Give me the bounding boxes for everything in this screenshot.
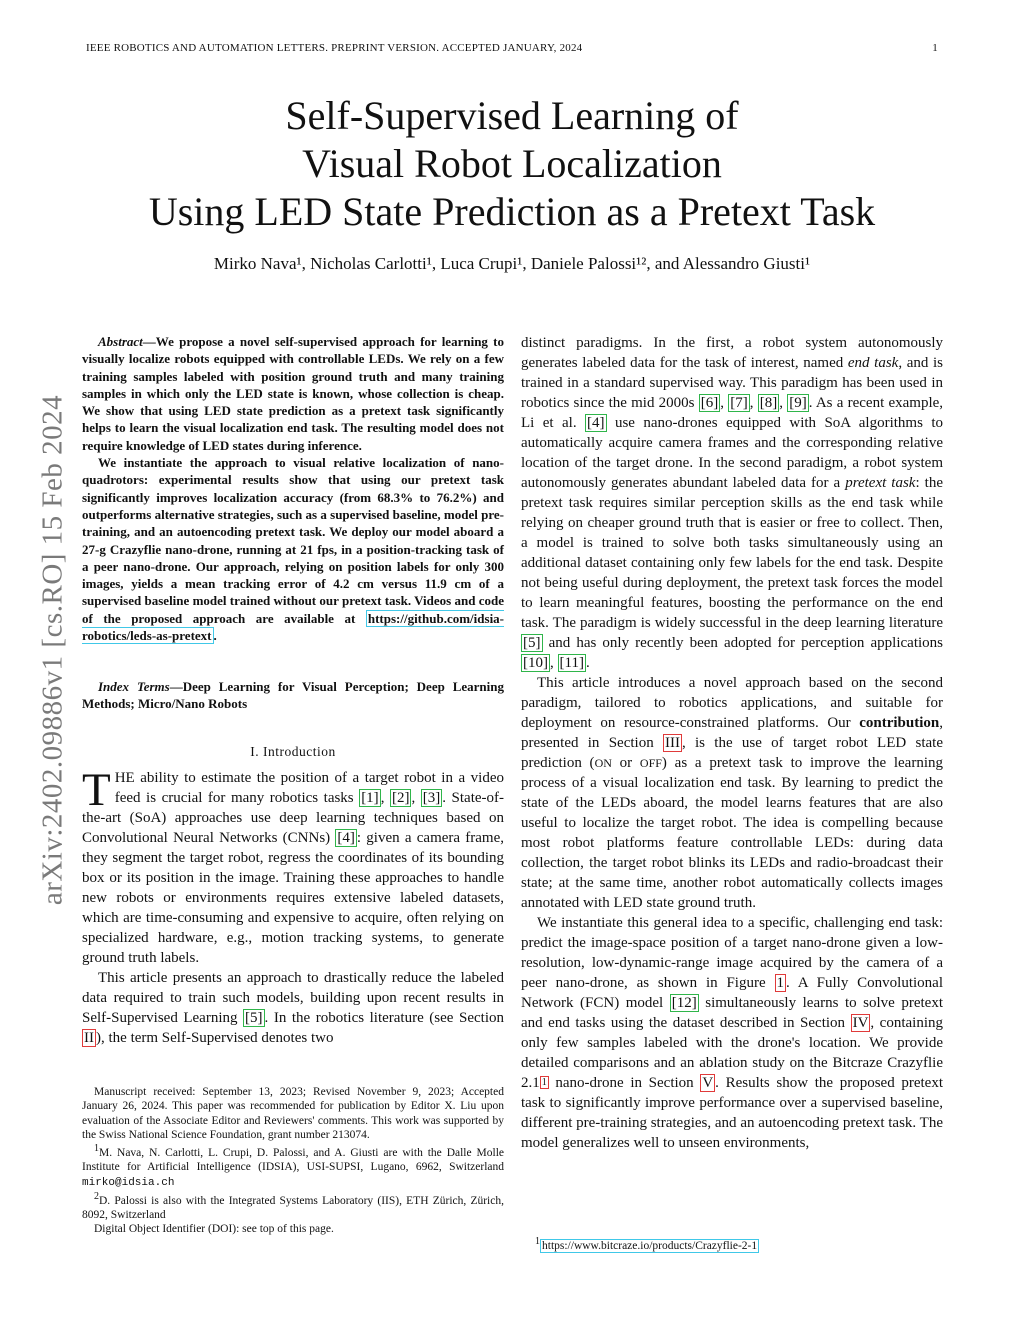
note-affiliation-2 [82, 1190, 504, 1222]
title-line-1: Self-Supervised Learning of [285, 93, 739, 138]
paper-title [0, 92, 1024, 236]
note-manuscript: Manuscript received: September 13, 2023; Revised November 9, 2023; Accepted January 26, 2024. This paper was recommended for publication by Editor X. Liu upon evaluation of the Associate Editor and Reviewers' comments. This work was supported by the Swiss National Science Foundation, grant number 213074. [82, 1086, 504, 1141]
body-text: distinct paradigms. In the first, a robot system autonomously generates labeled data for the task of interest, named [521, 335, 943, 371]
body-text: nano-drone in Section [548, 1075, 701, 1091]
footnote [535, 1236, 759, 1252]
index-terms-text: —Deep Learning for Visual Perception; Deep Learning Methods; Micro/Nano Robots [82, 679, 504, 712]
citation-link[interactable]: [8] [759, 395, 778, 411]
emphasis: end task [847, 355, 899, 371]
intro-text: . State-of-the-art (SoA) approaches use deep learning techniques based on Convolutional Neural Networks (CNNs) [82, 790, 505, 846]
body-text: or [611, 755, 640, 771]
body-text: use nano-drones equipped with SoA algorithms to automatically acquire camera frames and the corresponding relative location of the target drone. In the second paradigm, a robot system autonomously generates abundant labeled data for a [521, 415, 944, 491]
body-text: , containing only few samples labeled with the drone's location. We provide detailed comparisons and an ablation study on the Bitcraze Crazyflie 2.1 [521, 1015, 943, 1091]
citation-link[interactable]: [10] [523, 655, 548, 671]
manuscript-notes [82, 1085, 504, 1237]
citation-link[interactable]: [5] [245, 1010, 263, 1026]
citation-link[interactable]: [1] [361, 790, 379, 806]
note-text: D. Palossi is also with the Integrated Systems Laboratory (IIS), ETH Zürich, Zürich, 8092, Switzerland [82, 1194, 504, 1222]
abstract-text-1: —We propose a novel self-supervised approach for learning to visually localize robots equipped with controllable LEDs. We rely on a few training samples labeled with position ground truth and many training samples in which only the LED state is known, whose collection is cheap. We show that using LED state prediction as a pretext task significantly helps to learn the visual localization end task. The resulting model does not require knowledge of LED states during inference. [82, 334, 504, 453]
body-text: . A Fully Convolutional Network (FCN) model [521, 975, 943, 1011]
title-line-2: Visual Robot Localization [302, 141, 722, 186]
figure-link[interactable]: 1 [776, 975, 784, 991]
email: mirko@idsia.ch [82, 1176, 175, 1189]
body-text: . As a recent example, Li et al. [521, 395, 944, 431]
citation-link[interactable]: [3] [422, 790, 441, 806]
arxiv-stamp [36, 355, 70, 945]
bold-text: contribution [859, 715, 940, 731]
note-affiliation-1 [82, 1142, 504, 1190]
introduction-body [82, 764, 505, 1048]
body-text: ) as a pretext task to improve the learning process of a visual localization end task. By learning to predict the state of the LEDs aboard, the model learns features that are also useful to localize the target robot. The idea is compelling because most robot platforms feature controllable LEDs: during data collection, the target robot blinks its LEDs and radio-broadcast their state; at the same time, another robot automatically collects images annotated with LED state ground truth. [521, 755, 943, 911]
intro-paragraph-1 [82, 764, 505, 968]
citation-link[interactable]: [7] [730, 395, 748, 411]
page-number: 1 [932, 42, 938, 54]
sep: , [380, 790, 390, 806]
abstract-paragraph-2 [82, 454, 504, 644]
right-column-body [521, 333, 943, 1153]
citation-link[interactable]: [12] [671, 995, 697, 1011]
citation-link[interactable]: [6] [700, 395, 719, 411]
footnote-url-link[interactable]: https://www.bitcraze.io/products/Crazyflie-2-1 [542, 1239, 758, 1252]
section-heading-introduction: I. Introduction [250, 744, 336, 759]
abstract [82, 333, 504, 644]
right-paragraph-1: distinct paradigms. In the first, a robot system autonomously generates labeled data for the task of interest, named end task, and is trained in a standard supervised way. This paradigm has been used in robotics since the mid 2000s [6] , [7] , [8] , [9] . As a recent example, Li et al. [4] use nano-drones equipped with SoA algorithms to automatically acquire camera frames and the corresponding relative location of the target drone. In the second paradigm, a robot system autonomously generates abundant labeled data for a pretext task: the pretext task requires similar perception skills as the end task while relying on cheaper ground truth that is easier or free to collect. Then, a model is trained to solve both tasks simultaneously using an additional dataset containing only few labels for the end task. Despite not being useful during deployment, the pretext task forces the model to learn meaningful features, boosting the performance on the end task. The paradigm is widely successful in the deep learning literature [5] and has only recently been adopted for perception applications [10] , [11] . [521, 335, 944, 671]
citation-link[interactable]: [9] [789, 395, 807, 411]
affil-marker: 2 [94, 1190, 99, 1202]
body-text: and has only recently been adopted for perception applications [542, 635, 943, 651]
code-link[interactable]: https://github.com/idsia-robotics/leds-as-pretext [82, 610, 505, 644]
intro-text: ), the term Self-Supervised denotes two [96, 1030, 334, 1046]
note-text: M. Nava, N. Carlotti, L. Crupi, D. Palossi, and A. Giusti are with the Dalle Molle Institute for Artificial Intelligence (IDSIA), USI-SUPSI, Lugano, 6962, Switzerland [82, 1147, 504, 1174]
intro-paragraph-2 [82, 968, 504, 1048]
intro-text: . In the robotics literature (see Section [264, 1010, 504, 1026]
journal-header: IEEE ROBOTICS AND AUTOMATION LETTERS. PREPRINT VERSION. ACCEPTED JANUARY, 2024 [86, 42, 583, 54]
intro-text: : given a camera frame, they segment the target robot, regress the coordinates of its bounding box or its position in the image. Training these approaches to handle new robots or environments requires extensive labeled datasets, which are time-consuming and expensive to acquire, often relying on specialized hardware, e.g., motion tracking systems, to generate ground truth labels. [82, 830, 505, 966]
sep: , [411, 790, 421, 806]
note-doi: Digital Object Identifier (DOI): see top of this page. [94, 1223, 334, 1236]
body-text: , presented in Section [521, 715, 943, 751]
abstract-end: . [213, 628, 217, 644]
small-caps: OFF [639, 756, 662, 770]
abstract-label: Abstract [98, 334, 143, 349]
footnote-link[interactable]: 1 [541, 1077, 547, 1088]
body-text: , and is trained in a standard supervised way. This paradigm has been used in robotics since the mid 2000s [521, 355, 944, 411]
right-paragraph-3 [521, 913, 943, 1153]
title-line-3: Using LED State Prediction as a Pretext Task [148, 189, 876, 234]
small-caps: ON [594, 756, 612, 770]
section-link[interactable]: II [84, 1030, 94, 1046]
body-text: This article introduces a novel approach based on the second paradigm, tailored to robotics applications, and suitable for deployment on resource-constrained platforms. Our [521, 675, 943, 731]
intro-text: HE ability to estimate the position of a target robot in a video feed is crucial for many robotics tasks [114, 770, 504, 806]
section-link[interactable]: III [664, 735, 680, 751]
intro-text: This article presents an approach to drastically reduce the labeled data required to train such models, building upon recent results in Self-Supervised Learning [82, 970, 504, 1026]
emphasis: pretext task [845, 475, 916, 491]
abstract-paragraph-1 [82, 333, 504, 454]
citation-link[interactable]: [4] [337, 830, 355, 846]
right-paragraph-2 [521, 673, 943, 913]
section-link[interactable]: V [702, 1075, 714, 1091]
body-text: simultaneously learns to solve pretext and end tasks using the dataset described in Section [521, 995, 943, 1031]
citation-link[interactable]: [2] [391, 790, 410, 806]
arxiv-stamp-text: arXiv:2402.09886v1 [cs.RO] 15 Feb 2024 [36, 394, 69, 906]
affil-marker: 1 [94, 1143, 99, 1155]
dropcap: T [82, 764, 111, 816]
author-list: Mirko Nava¹, Nicholas Carlotti¹, Luca Crupi¹, Daniele Palossi¹², and Alessandro Giusti¹ [213, 254, 811, 273]
citation-link[interactable]: [11] [559, 655, 584, 671]
abstract-text-2: We instantiate the approach to visual relative localization of nano-quadrotors: experimental results show that using our pretext task significantly improves localization accuracy (from 68.3% to 76.2%) and outperforms alternative strategies, such as a supervised baseline, model pre-training, and an autoencoding pretext task. We deploy our model aboard a 27-g Crazyflie nano-drone, running at 21 fps, in a position-tracking task of a peer nano-drone. Our approach, relying on position labels for only 300 images, yields a mean tracking error of 4.2 cm versus 11.9 cm of a supervised baseline model trained without our pretext task. Videos and code of the proposed approach are available at [82, 455, 504, 626]
body-text: , is the use of target robot LED state prediction ( [521, 735, 943, 771]
footnote-number: 1 [535, 1236, 540, 1247]
index-terms-label: Index Terms [98, 679, 170, 694]
body-text: : the pretext task requires similar perception skills as the end task while relying on cheaper ground truth that is easier or free to collect. Then, a model is trained to solve both tasks simultaneously using an additional dataset containing only few labels for the end task. Despite not being useful during deployment, the pretext task forces the model to learn meaningful features, boosting the performance on the end task. The paradigm is widely successful in the deep learning literature [521, 475, 943, 631]
body-text: . Results show the proposed pretext task to significantly improve performance over a supervised baseline, different pre-training strategies, and an autoencoding pretext task. The model generalizes well to unseen environments, [521, 1075, 943, 1151]
citation-link[interactable]: [5] [523, 635, 541, 651]
section-link[interactable]: IV [852, 1015, 869, 1031]
citation-link[interactable]: [4] [587, 415, 605, 431]
body-text: We instantiate this general idea to a specific, challenging end task: predict the image-space position of a target nano-drone given a low-resolution, low-dynamic-range image acquired by the camera of a peer nano-drone, as shown in Figure [521, 915, 943, 991]
index-terms [82, 678, 504, 713]
